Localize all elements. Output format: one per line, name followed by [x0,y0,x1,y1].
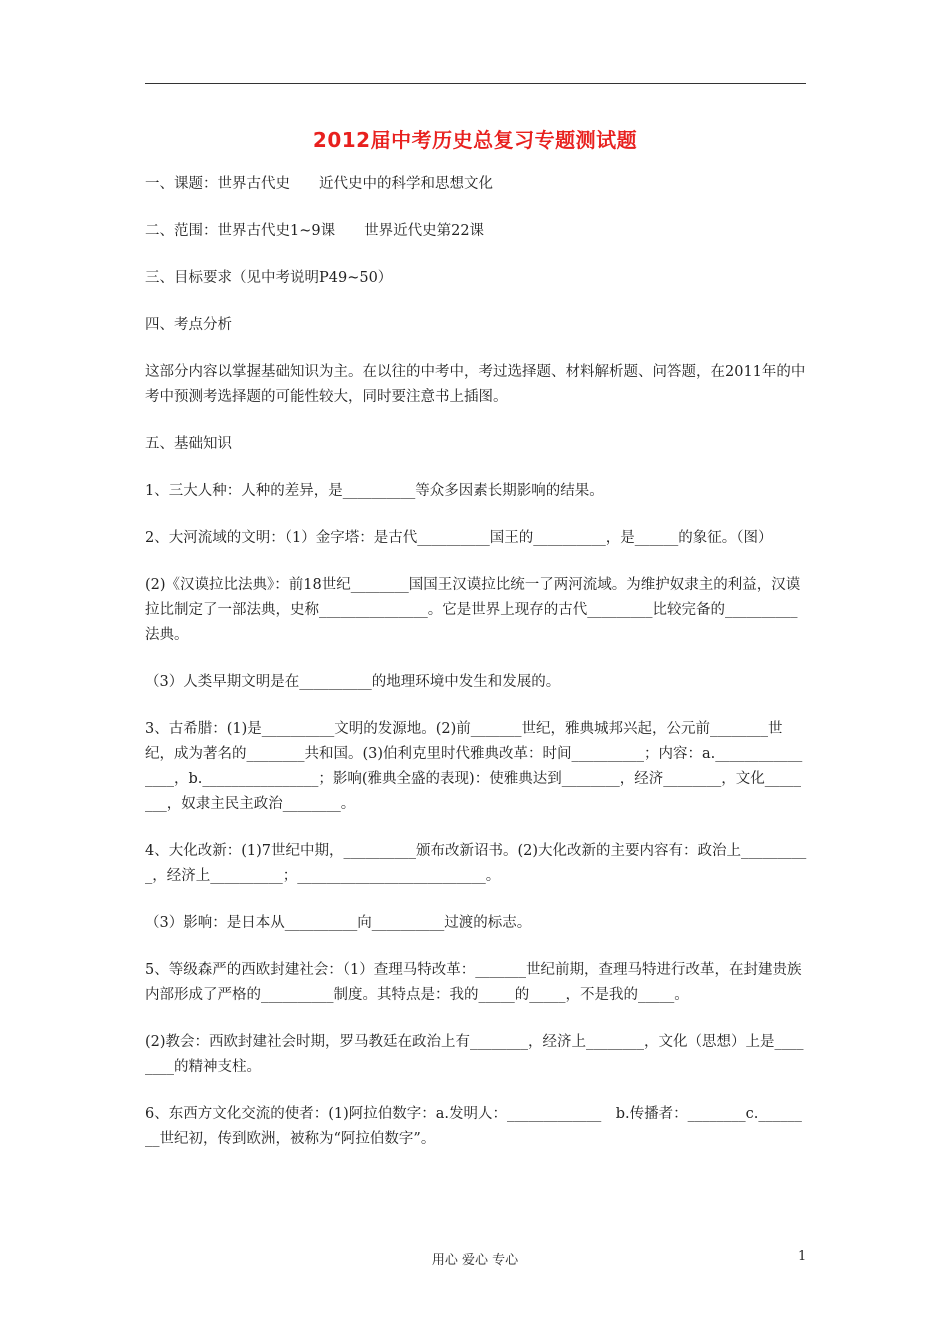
paragraph: 一、课题：世界古代史 近代史中的科学和思想文化 [145,176,493,192]
paragraph: 这部分内容以掌握基础知识为主。在以往的中考中，考过选择题、材料解析题、问答题，在2011年的中考中预测考选择题的可能性较大，同时要注意书上插图。 [145,364,806,405]
paragraph: 2、大河流域的文明：（1）金字塔：是古代__________国王的__________，是______的象征。（图） [145,530,773,546]
paragraph: （3）影响：是日本从__________向__________过渡的标志。 [145,915,532,931]
paragraph: (2)《汉谟拉比法典》：前18世纪________国国王汉谟拉比统一了两河流域。为维护奴隶主的利益，汉谟拉比制定了一部法典，史称_______________。它是世界上现存的古代_________比较完备的__________法典。 [145,577,801,643]
paragraph: 五、基础知识 [145,436,232,452]
paragraph: 二、范围：世界古代史1~9课 世界近代史第22课 [145,223,485,239]
page-number: 1 [798,1249,807,1264]
document-body [145,172,807,1152]
header-rule [145,83,806,84]
paragraph: (2)教会：西欧封建社会时期，罗马教廷在政治上有________，经济上________，文化（思想）上是________的精神支柱。 [145,1034,804,1075]
paragraph: 3、古希腊：(1)是__________文明的发源地。(2)前_______世纪，雅典城邦兴起，公元前________世纪，成为著名的________共和国。(3)伯利克里时代雅典改革：时间__________；内容：a.________________，b.________________；影响(雅典全盛的表现)：使雅典达到________，经济________，文化________，奴隶主民主政治________。 [145,721,803,812]
paragraph: 1、三大人种：人种的差异，是__________等众多因素长期影响的结果。 [145,483,604,499]
paragraph: （3）人类早期文明是在__________的地理环境中发生和发展的。 [145,674,561,690]
page-title: 2012届中考历史总复习专题测试题 [312,128,638,152]
paragraph: 6、东西方文化交流的使者：(1)阿拉伯数字：a.发明人：_____________ b.传播者：________c.________世纪初，传到欧洲，被称为“阿拉伯数字”。 [145,1106,802,1147]
paragraph: 4、大化改新：(1)7世纪中期，__________颁布改新诏书。(2)大化改新的主要内容有：政治上__________，经济上__________；__________________________。 [145,843,807,884]
paragraph: 三、目标要求（见中考说明P49~50） [145,270,393,286]
paragraph: 四、考点分析 [145,317,232,333]
footer-motto: 用心 爱心 专心 [431,1253,519,1268]
paragraph: 5、等级森严的西欧封建社会：（1）查理马特改革：_______世纪前期，查理马特进行改革，在封建贵族内部形成了严格的__________制度。其特点是：我的_____的_____，不是我的_____。 [145,962,802,1003]
